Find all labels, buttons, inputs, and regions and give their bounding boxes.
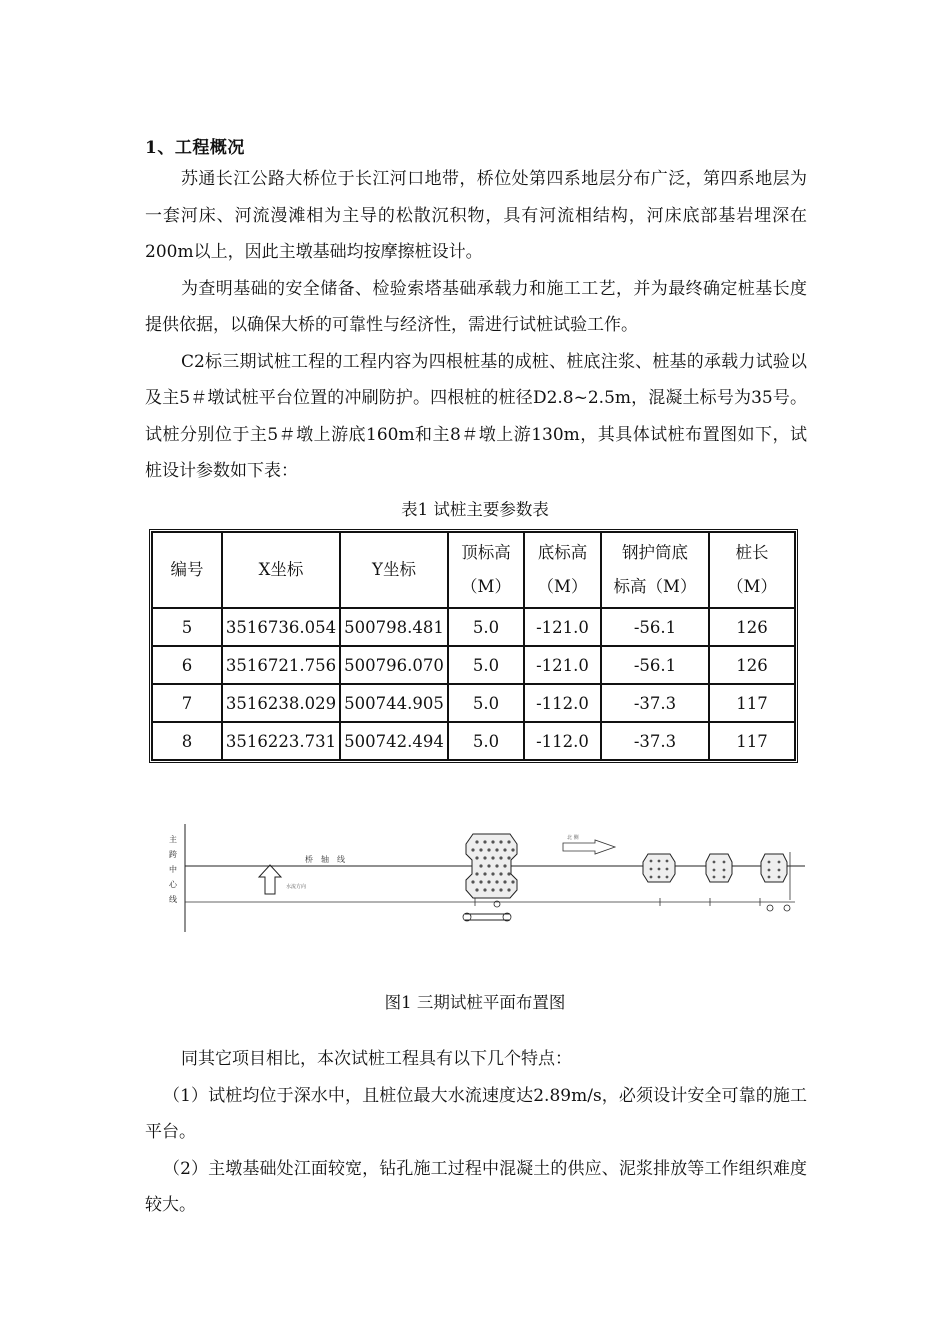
- table-cell: 500742.494: [340, 722, 448, 760]
- table-cell: 5.0: [448, 646, 524, 684]
- table-cell: -56.1: [601, 608, 709, 646]
- intro-paragraph-2: 为查明基础的安全储备、检验索塔基础承载力和施工工艺，并为最终确定桩基长度提供依据，以确保大桥的可靠性与经济性，需进行试桩试验工作。: [145, 278, 807, 335]
- table-cell: 5.0: [448, 608, 524, 646]
- table-row: [152, 646, 795, 684]
- table-caption: 表1 试桩主要参数表: [401, 500, 549, 519]
- table-cell: 3516721.756: [222, 646, 340, 684]
- main-span-center-label: [169, 834, 178, 904]
- figure-caption: 图1 三期试桩平面布置图: [384, 993, 566, 1012]
- svg-text:跨: 跨: [169, 850, 177, 859]
- table-cell: 8: [152, 722, 222, 760]
- flow-direction-label: 水流方向: [286, 884, 307, 890]
- table-cell: 500796.070: [340, 646, 448, 684]
- intro-paragraph-1: 苏通长江公路大桥位于长江河口地带，桥位处第四系地层分布广泛，第四系地层为一套河床、河流漫滩相为主导的松散沉积物，具有河流相结构，河床底部基岩埋深在200m以上，因此主墩基础均按摩擦桩设计。: [145, 169, 807, 262]
- table-cell: 126: [709, 608, 795, 646]
- table-cell: 5: [152, 608, 222, 646]
- intro-paragraphs: [145, 161, 807, 490]
- table-cell: -37.3: [601, 684, 709, 722]
- table-cell: 3516223.731: [222, 722, 340, 760]
- table-cell: 117: [709, 684, 795, 722]
- table-row: [152, 608, 795, 646]
- table-cell: 126: [709, 646, 795, 684]
- table-row: [152, 722, 795, 760]
- table-cell: -56.1: [601, 646, 709, 684]
- svg-text:中: 中: [169, 865, 177, 874]
- header-cell: X坐标: [222, 532, 340, 608]
- pier-5-platform: [466, 834, 517, 898]
- table-cell: 3516736.054: [222, 608, 340, 646]
- header-cell: 桩长 （M）: [709, 532, 795, 608]
- table-cell: -37.3: [601, 722, 709, 760]
- feature-item-2: （2）主墩基础处江面较宽，钻孔施工过程中混凝土的供应、泥浆排放等工作组织难度较大。: [145, 1158, 807, 1215]
- feature-item-1: （1）试桩均位于深水中，且桩位最大水流速度达2.89m/s，必须设计安全可靠的施工平台。: [145, 1085, 807, 1142]
- table-cell: 500798.481: [340, 608, 448, 646]
- table-cell: -112.0: [524, 722, 601, 760]
- intro-paragraph-3: C2标三期试桩工程的工程内容为四根桩基的成桩、桩底注浆、桩基的承载力试验以及主5＃墩试桩平台位置的冲刷防护。四根桩的桩径D2.8~2.5m，混凝土标号为35号。试桩分别位于主5＃墩上游底160m和主8＃墩上游130m，其具体试桩布置图如下，试桩设计参数如下表：: [145, 351, 807, 481]
- table-cell: -112.0: [524, 684, 601, 722]
- features-intro: 同其它项目相比，本次试桩工程具有以下几个特点：: [181, 1049, 572, 1069]
- table-cell: -121.0: [524, 608, 601, 646]
- svg-text:线: 线: [169, 895, 177, 904]
- header-cell: 编号: [152, 532, 222, 608]
- table-cell: 500744.905: [340, 684, 448, 722]
- table-row: [152, 684, 795, 722]
- north-arrow: [563, 840, 615, 854]
- bridge-axis-label: 桥 轴 线: [305, 855, 345, 864]
- table-cell: 117: [709, 722, 795, 760]
- table-cell: 5.0: [448, 722, 524, 760]
- pile-layout-diagram: [155, 822, 815, 940]
- svg-text:主: 主: [169, 835, 177, 844]
- table-cell: 5.0: [448, 684, 524, 722]
- table-cell: 7: [152, 684, 222, 722]
- north-label: 北 侧: [567, 835, 579, 841]
- header-cell: 顶标高 （M）: [448, 532, 524, 608]
- table-header-row: [152, 532, 795, 608]
- header-cell: 钢护筒底 标高（M）: [601, 532, 709, 608]
- features-section: [145, 1041, 807, 1224]
- table-cell: 6: [152, 646, 222, 684]
- table-cell: -121.0: [524, 646, 601, 684]
- header-cell: Y坐标: [340, 532, 448, 608]
- flow-direction-arrow: [259, 865, 281, 894]
- svg-text:心: 心: [169, 880, 177, 889]
- table-cell: 3516238.029: [222, 684, 340, 722]
- section-heading: 1、工程概况: [145, 138, 245, 158]
- header-cell: 底标高 （M）: [524, 532, 601, 608]
- pile-parameters-table: [149, 529, 798, 763]
